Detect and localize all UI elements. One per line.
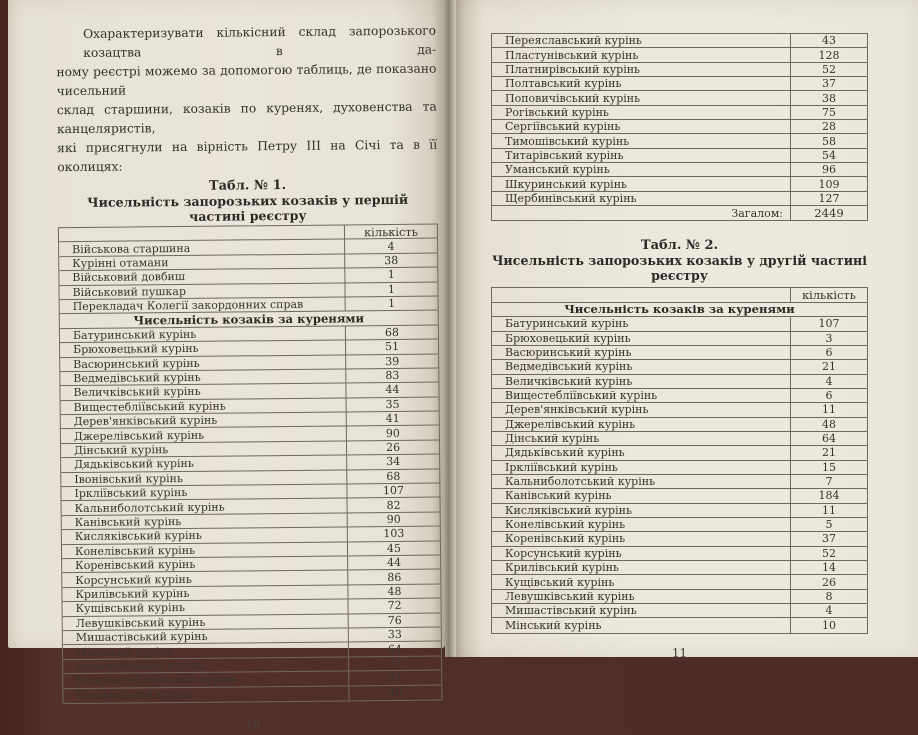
quantity-column-header: кількість [790, 288, 867, 301]
row-value: 51 [345, 340, 438, 354]
row-value: 58 [790, 134, 867, 147]
table-row [492, 547, 867, 561]
row-value: 109 [790, 177, 867, 190]
table-row [492, 475, 867, 489]
row-label: Ведмедівський курінь [73, 370, 201, 386]
row-value: 1 [344, 282, 437, 296]
row-label: Переяславський курінь [505, 34, 642, 48]
row-label: Левушківський курінь [505, 589, 635, 603]
kurin-rows-part2 [492, 317, 867, 633]
row-value: 184 [790, 489, 867, 502]
row-label: Мінський курінь [75, 644, 173, 659]
table-row [492, 418, 867, 432]
row-value: 7 [790, 475, 867, 488]
row-value: 38 [790, 91, 867, 104]
row-value: 47 [348, 671, 441, 685]
total-row [492, 206, 867, 220]
table-row [492, 177, 867, 191]
table-row [492, 192, 867, 206]
row-value: 68 [346, 469, 439, 483]
table-1 [58, 224, 443, 705]
row-value: 127 [790, 192, 867, 205]
row-value: 4 [344, 239, 437, 253]
row-value: 37 [790, 77, 867, 90]
row-label: Мишастівський курінь [505, 604, 637, 618]
table-row [492, 590, 867, 604]
row-label: Коренівський курінь [505, 532, 626, 546]
table-row [492, 375, 867, 389]
row-value: 103 [347, 527, 440, 541]
table-row [492, 106, 867, 120]
row-label: Кущівський курінь [505, 575, 615, 589]
row-value: 37 [790, 532, 867, 545]
row-value: 64 [348, 642, 441, 656]
row-label: Крилівський курінь [505, 561, 619, 575]
row-value: 11 [790, 504, 867, 517]
row-label: Івонівський курінь [74, 471, 184, 486]
row-label: Дядьківський курінь [505, 446, 625, 460]
row-value: 39 [345, 354, 438, 368]
row-value: 68 [345, 325, 438, 339]
row-label: Військовий довбиш [72, 270, 186, 285]
row-value: 21 [790, 446, 867, 459]
table1-number: Табл. № 1. [208, 178, 287, 194]
intro-paragraph [56, 22, 437, 178]
row-label: Конелівський курінь [74, 543, 196, 558]
row-value: 75 [790, 106, 867, 119]
row-label: Корсунський курінь [75, 572, 192, 587]
table-row [492, 332, 867, 346]
table2-caption: Чисельність запорозьких козаків у другій частині реєстру [491, 253, 868, 284]
row-label: Батуринський курінь [505, 317, 629, 331]
intro-line: які присягнули на вірність Петру III на Січі та в її околицях: [57, 137, 438, 175]
book-gutter [445, 0, 456, 657]
row-value: 26 [790, 575, 867, 588]
page-number-left: 10 [244, 718, 261, 733]
row-value: 44 [347, 556, 440, 570]
row-value: 76 [348, 613, 441, 627]
table-row [492, 461, 867, 475]
row-label: Конелівський курінь [505, 518, 626, 532]
row-label: Перекладач Колегії закордонних справ [72, 297, 304, 314]
table-row [492, 403, 867, 417]
row-label: Дядьківський курінь [74, 457, 194, 472]
row-label: Величківський курінь [73, 385, 201, 400]
row-value: 64 [790, 432, 867, 445]
row-value: 107 [790, 317, 867, 330]
table2-title [491, 238, 868, 283]
row-label: Шкуринський курінь [505, 177, 628, 191]
row-value: 48 [790, 418, 867, 431]
empty-header-cell [59, 232, 344, 235]
table-row [492, 149, 867, 163]
row-value: 46 [348, 685, 441, 700]
row-label: Дінський курінь [73, 443, 169, 458]
row-value: 48 [347, 584, 440, 598]
intro-line: Охарактеризувати кількісний склад запорозького козацтва в да- [82, 23, 437, 60]
row-value: 4 [790, 604, 867, 617]
row-value: 6 [790, 346, 867, 359]
row-label: Батуринський курінь [72, 327, 197, 342]
row-label: Васюринський курінь [73, 356, 200, 371]
kurin-rows-continued [492, 34, 867, 206]
table-row [492, 63, 867, 77]
row-value: 11 [790, 403, 867, 416]
row-label: Мишастівський курінь [75, 629, 208, 645]
row-label: Вищестебліївський курінь [505, 389, 658, 403]
table-row [492, 91, 867, 105]
row-value: 33 [348, 627, 441, 641]
table-row [492, 575, 867, 589]
table-row [492, 561, 867, 575]
table-2 [491, 287, 868, 633]
row-value: 90 [346, 426, 439, 440]
table-row [492, 346, 867, 360]
row-label: Рогівський курінь [505, 105, 609, 119]
row-label: Джерелівський курінь [505, 417, 636, 431]
row-value: 72 [347, 599, 440, 613]
row-value: 52 [790, 547, 867, 560]
row-value: 44 [345, 383, 438, 397]
table-row [492, 163, 867, 177]
row-label: Сергіївський курінь [505, 120, 621, 134]
row-value: 1 [345, 297, 438, 311]
row-value: 128 [790, 48, 867, 61]
row-label: Левушківський курінь [75, 615, 206, 630]
table-row [492, 432, 867, 446]
row-label: Величківський курінь [505, 374, 633, 388]
row-value: 6 [790, 389, 867, 402]
row-value: 35 [346, 397, 439, 411]
row-value: 90 [347, 512, 440, 526]
row-label: Коренівський курінь [75, 558, 196, 573]
row-label: Іркліївський курінь [505, 460, 618, 474]
row-label: Кальниболотський курінь [505, 475, 656, 489]
row-label: Платнирівський курінь [505, 62, 641, 76]
page-left [8, 0, 445, 733]
row-label: Дерев'янківський курінь [505, 403, 649, 417]
row-value: 52 [790, 63, 867, 76]
starshyna-rows [59, 239, 438, 315]
row-label: Васюринський курінь [505, 346, 632, 360]
row-label: Корсунський курінь [505, 546, 622, 560]
section-header-row [492, 303, 867, 317]
row-value: 82 [347, 498, 440, 512]
table-row [492, 446, 867, 460]
table-row [492, 360, 867, 374]
table-row [492, 618, 867, 632]
row-value: 28 [790, 120, 867, 133]
row-value: 45 [347, 541, 440, 555]
kurin-rows [60, 325, 442, 703]
row-label: Військова старшина [72, 241, 191, 256]
row-label: Тимошівський курінь [505, 134, 630, 148]
row-value: 54 [790, 149, 867, 162]
row-label: Вищестебліївський курінь [73, 399, 226, 414]
section-header: Чисельність козаків за куренями [133, 311, 365, 328]
row-label: Незамаївський курінь [76, 658, 205, 673]
table-row [492, 532, 867, 546]
row-value: 1 [344, 268, 437, 282]
intro-line: склад старшини, козаків по куренях, духовенства та канцеляристів, [56, 99, 437, 137]
row-value: 86 [347, 570, 440, 584]
row-value: 83 [345, 368, 438, 382]
row-value: 3 [790, 332, 867, 345]
row-label: Канівський курінь [505, 489, 612, 503]
table1-title [57, 177, 437, 226]
row-value: 37 [348, 656, 441, 670]
row-value: 8 [790, 590, 867, 603]
table-row [492, 34, 867, 48]
table-row [492, 317, 867, 331]
row-value: 43 [790, 34, 867, 47]
row-label: Курінні отамани [72, 256, 169, 271]
table-row [492, 504, 867, 518]
row-label: Крилівський курінь [75, 586, 190, 601]
row-value: 38 [344, 253, 437, 267]
row-value: 4 [790, 375, 867, 388]
row-label: Пашківський курінь [76, 688, 194, 703]
row-value: 41 [346, 412, 439, 426]
row-label: Титарівський курінь [505, 148, 624, 162]
table-row [492, 518, 867, 532]
row-value: 5 [790, 518, 867, 531]
table-header-row [492, 288, 867, 302]
row-label: Щербинівський курінь [505, 191, 637, 205]
row-label: Пластунівський курінь [505, 48, 639, 62]
section-header: Чисельність козаків за куренями [564, 302, 795, 317]
quantity-column-header: кількість [344, 225, 437, 239]
row-label: Уманський курінь [505, 163, 610, 177]
table1-caption: Чисельність запорозьких козаків у першій частині реєстру [87, 191, 409, 224]
row-value: 14 [790, 561, 867, 574]
intro-line: ному реєстрі можемо за допомогою таблиць, де показано чисельний [56, 61, 437, 99]
row-label: Джерелівський курінь [73, 428, 205, 443]
total-value: 2449 [790, 206, 867, 220]
table2-number: Табл. № 2. [640, 238, 719, 254]
page-right [456, 0, 918, 660]
table-row [492, 134, 867, 148]
table-row [492, 48, 867, 62]
table-1-continuation [491, 33, 868, 221]
row-label: Мінський курінь [505, 619, 602, 633]
row-label: Поповичівський курінь [505, 91, 641, 105]
row-value: 10 [790, 618, 867, 632]
row-value: 107 [346, 484, 439, 498]
row-label: Кисляківський курінь [74, 529, 202, 544]
row-label: Кущівський курінь [75, 601, 185, 616]
row-label: Брюховецький курінь [73, 342, 199, 357]
row-value: 34 [346, 455, 439, 469]
table-row [492, 489, 867, 503]
table-row [492, 389, 867, 403]
page-number-right: 11 [671, 645, 688, 660]
table-row [492, 77, 867, 91]
row-label: Дінський курінь [505, 432, 600, 446]
row-value: 26 [346, 440, 439, 454]
row-value: 96 [790, 163, 867, 176]
row-label: Ведмедівський курінь [505, 360, 633, 374]
row-label: Полтавський курінь [505, 77, 622, 91]
row-label: Кисляківський курінь [505, 503, 632, 517]
table-row [63, 685, 441, 703]
row-label: Брюховецький курінь [505, 331, 631, 345]
table-row [492, 604, 867, 618]
row-label: Канівський курінь [74, 515, 182, 530]
table-row [492, 120, 867, 134]
row-value: 15 [790, 461, 867, 474]
row-label: Іркліївський курінь [74, 486, 188, 501]
row-label: Нижчестебліївський курінь [76, 672, 238, 688]
row-label: Військовий пушкар [72, 284, 187, 299]
total-label: Загалом: [731, 206, 783, 220]
row-label: Кальниболотський курінь [74, 500, 225, 515]
row-value: 21 [790, 360, 867, 373]
row-label: Дерев'янківський курінь [73, 413, 218, 429]
